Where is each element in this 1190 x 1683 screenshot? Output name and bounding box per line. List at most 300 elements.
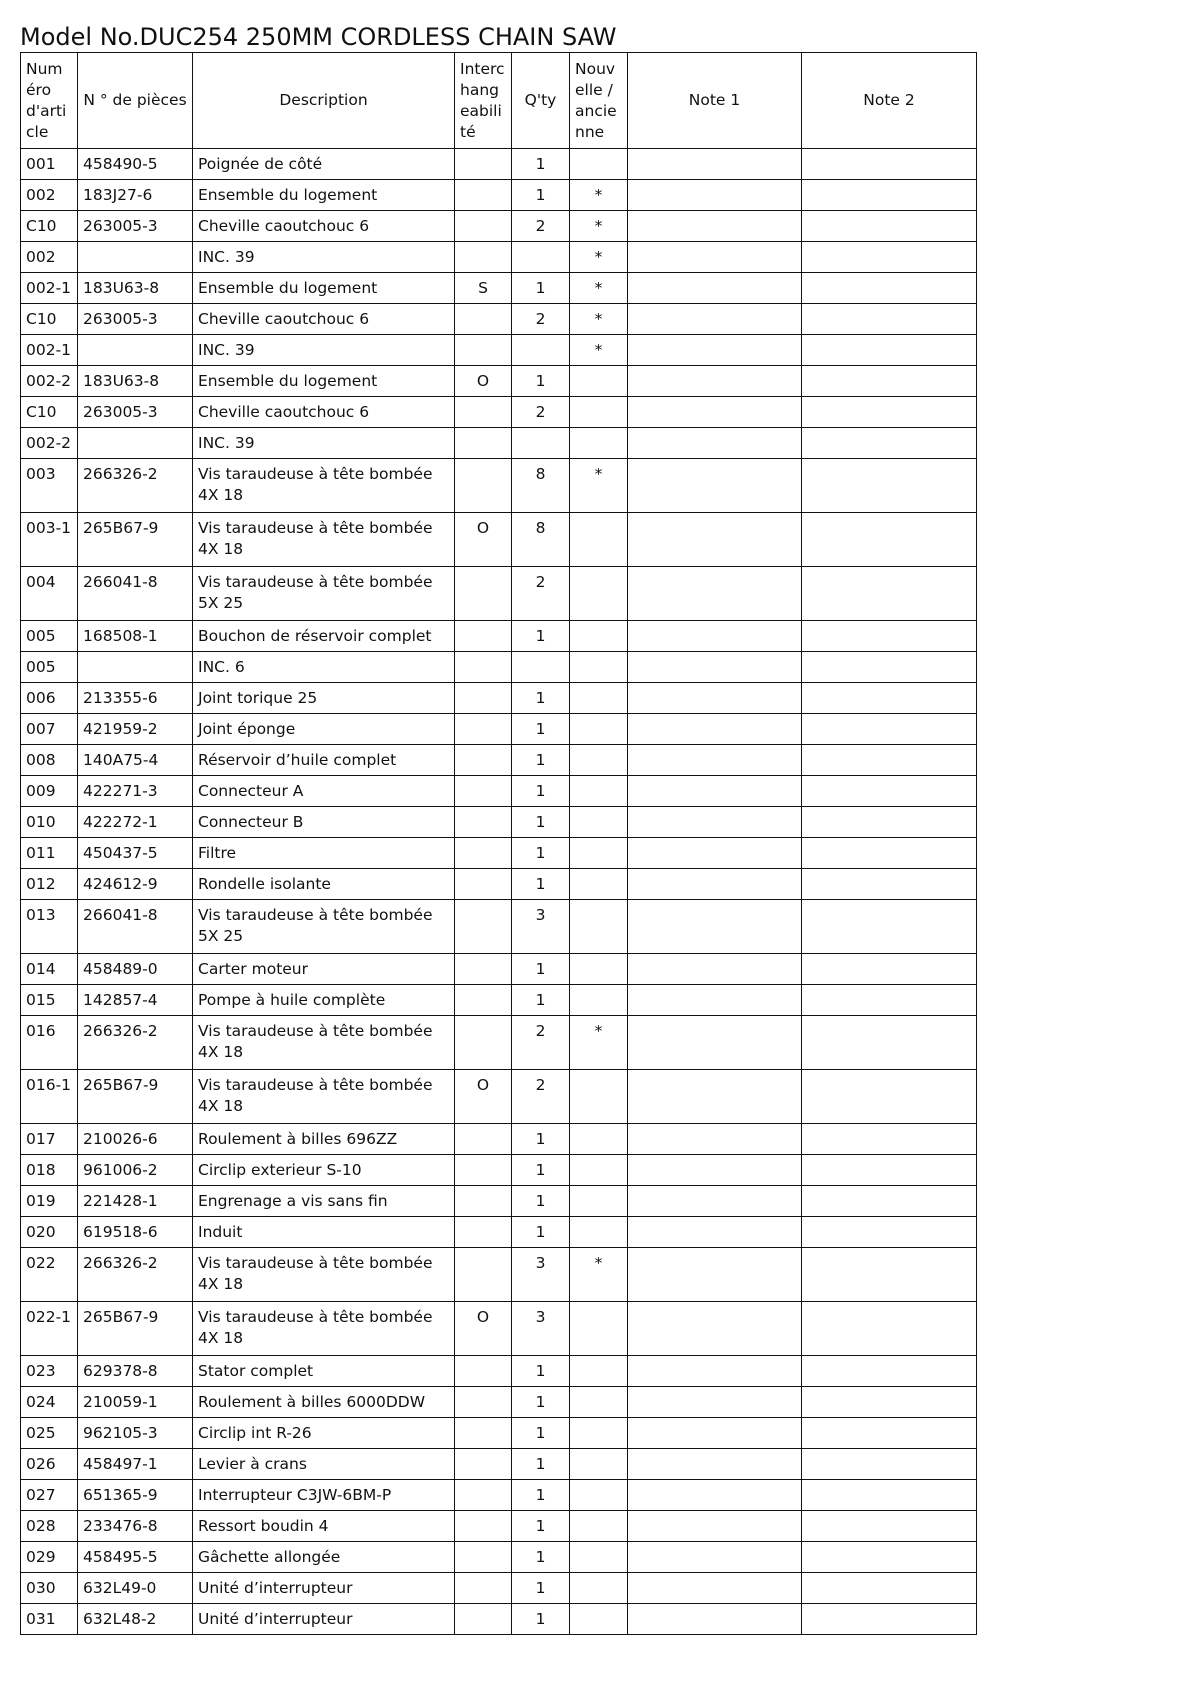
part-number-cell: 265B67-9 xyxy=(78,1302,193,1356)
description-cell: Cheville caoutchouc 6 xyxy=(193,211,455,242)
item-number-cell: 004 xyxy=(21,567,78,621)
note-2-cell xyxy=(802,1356,977,1387)
table-row xyxy=(21,1356,977,1387)
table-row xyxy=(21,428,977,459)
part-number-cell: 265B67-9 xyxy=(78,513,193,567)
description-cell: Gâchette allongée xyxy=(193,1542,455,1573)
quantity-cell: 1 xyxy=(512,180,570,211)
quantity-cell: 1 xyxy=(512,1604,570,1635)
note-1-cell xyxy=(628,273,802,304)
item-number-cell: 018 xyxy=(21,1155,78,1186)
note-2-cell xyxy=(802,954,977,985)
quantity-cell: 1 xyxy=(512,1155,570,1186)
interchangeability-cell xyxy=(455,807,512,838)
note-2-cell xyxy=(802,1542,977,1573)
note-1-cell xyxy=(628,1217,802,1248)
new-old-cell xyxy=(570,1070,628,1124)
new-old-cell xyxy=(570,1480,628,1511)
new-old-cell xyxy=(570,1418,628,1449)
interchangeability-cell xyxy=(455,714,512,745)
interchangeability-cell xyxy=(455,1124,512,1155)
note-2-cell xyxy=(802,513,977,567)
description-cell: Unité d’interrupteur xyxy=(193,1573,455,1604)
quantity-cell: 1 xyxy=(512,1387,570,1418)
note-2-cell xyxy=(802,652,977,683)
description-cell: Vis taraudeuse à tête bombée 5X 25 xyxy=(193,567,455,621)
note-2-cell xyxy=(802,621,977,652)
note-1-cell xyxy=(628,1248,802,1302)
new-old-cell xyxy=(570,869,628,900)
note-1-cell xyxy=(628,1542,802,1573)
item-number-cell: 003 xyxy=(21,459,78,513)
part-number-cell: 266326-2 xyxy=(78,1248,193,1302)
note-1-cell xyxy=(628,652,802,683)
new-old-cell: * xyxy=(570,180,628,211)
note-2-cell xyxy=(802,1387,977,1418)
quantity-cell: 1 xyxy=(512,1124,570,1155)
note-1-cell xyxy=(628,714,802,745)
quantity-cell: 3 xyxy=(512,1302,570,1356)
new-old-cell: * xyxy=(570,335,628,366)
quantity-cell: 1 xyxy=(512,807,570,838)
description-cell: Ressort boudin 4 xyxy=(193,1511,455,1542)
new-old-cell: * xyxy=(570,211,628,242)
table-row xyxy=(21,1070,977,1124)
note-1-cell xyxy=(628,513,802,567)
part-number-cell: 424612-9 xyxy=(78,869,193,900)
interchangeability-cell xyxy=(455,869,512,900)
part-number-cell: 221428-1 xyxy=(78,1186,193,1217)
note-2-cell xyxy=(802,1186,977,1217)
new-old-cell xyxy=(570,1449,628,1480)
header-interchangeability: Interchangeabilité xyxy=(455,53,512,149)
description-cell: Interrupteur C3JW-6BM-P xyxy=(193,1480,455,1511)
quantity-cell: 1 xyxy=(512,776,570,807)
table-row xyxy=(21,1449,977,1480)
note-1-cell xyxy=(628,1387,802,1418)
part-number-cell: 458489-0 xyxy=(78,954,193,985)
note-2-cell xyxy=(802,985,977,1016)
quantity-cell: 2 xyxy=(512,1016,570,1070)
note-1-cell xyxy=(628,567,802,621)
interchangeability-cell xyxy=(455,1573,512,1604)
note-2-cell xyxy=(802,1124,977,1155)
note-1-cell xyxy=(628,985,802,1016)
description-cell: Circlip exterieur S-10 xyxy=(193,1155,455,1186)
interchangeability-cell: S xyxy=(455,273,512,304)
quantity-cell: 2 xyxy=(512,397,570,428)
description-cell: Engrenage a vis sans fin xyxy=(193,1186,455,1217)
new-old-cell: * xyxy=(570,1248,628,1302)
part-number-cell: 213355-6 xyxy=(78,683,193,714)
part-number-cell: 263005-3 xyxy=(78,304,193,335)
note-1-cell xyxy=(628,211,802,242)
new-old-cell xyxy=(570,366,628,397)
quantity-cell: 1 xyxy=(512,273,570,304)
table-row xyxy=(21,366,977,397)
item-number-cell: 026 xyxy=(21,1449,78,1480)
note-1-cell xyxy=(628,621,802,652)
quantity-cell: 1 xyxy=(512,621,570,652)
note-2-cell xyxy=(802,1302,977,1356)
quantity-cell xyxy=(512,652,570,683)
interchangeability-cell xyxy=(455,1604,512,1635)
part-number-cell: 263005-3 xyxy=(78,397,193,428)
item-number-cell: 017 xyxy=(21,1124,78,1155)
description-cell: Stator complet xyxy=(193,1356,455,1387)
table-row xyxy=(21,567,977,621)
quantity-cell: 1 xyxy=(512,1217,570,1248)
interchangeability-cell xyxy=(455,900,512,954)
new-old-cell xyxy=(570,1155,628,1186)
table-row xyxy=(21,1155,977,1186)
parts-table-body xyxy=(21,149,977,1635)
interchangeability-cell xyxy=(455,1016,512,1070)
quantity-cell: 1 xyxy=(512,1449,570,1480)
quantity-cell: 1 xyxy=(512,1418,570,1449)
description-cell: Ensemble du logement xyxy=(193,366,455,397)
item-number-cell: 014 xyxy=(21,954,78,985)
note-2-cell xyxy=(802,838,977,869)
table-row xyxy=(21,1124,977,1155)
note-1-cell xyxy=(628,683,802,714)
table-row xyxy=(21,1604,977,1635)
part-number-cell xyxy=(78,242,193,273)
part-number-cell: 142857-4 xyxy=(78,985,193,1016)
part-number-cell: 458490-5 xyxy=(78,149,193,180)
quantity-cell: 1 xyxy=(512,366,570,397)
new-old-cell xyxy=(570,428,628,459)
note-1-cell xyxy=(628,1186,802,1217)
interchangeability-cell xyxy=(455,838,512,869)
quantity-cell: 2 xyxy=(512,1070,570,1124)
part-number-cell: 961006-2 xyxy=(78,1155,193,1186)
quantity-cell: 1 xyxy=(512,954,570,985)
table-row xyxy=(21,1016,977,1070)
item-number-cell: 002-2 xyxy=(21,366,78,397)
parts-table xyxy=(20,52,977,1635)
note-1-cell xyxy=(628,1480,802,1511)
quantity-cell: 3 xyxy=(512,1248,570,1302)
description-cell: Joint éponge xyxy=(193,714,455,745)
note-1-cell xyxy=(628,1573,802,1604)
interchangeability-cell xyxy=(455,652,512,683)
quantity-cell xyxy=(512,242,570,273)
quantity-cell: 2 xyxy=(512,567,570,621)
quantity-cell: 1 xyxy=(512,1573,570,1604)
interchangeability-cell xyxy=(455,1356,512,1387)
interchangeability-cell xyxy=(455,776,512,807)
description-cell: Unité d’interrupteur xyxy=(193,1604,455,1635)
description-cell: Ensemble du logement xyxy=(193,273,455,304)
quantity-cell: 1 xyxy=(512,149,570,180)
note-2-cell xyxy=(802,1016,977,1070)
description-cell: Vis taraudeuse à tête bombée 4X 18 xyxy=(193,459,455,513)
interchangeability-cell: O xyxy=(455,1070,512,1124)
description-cell: Filtre xyxy=(193,838,455,869)
part-number-cell: 263005-3 xyxy=(78,211,193,242)
header-note-1: Note 1 xyxy=(628,53,802,149)
part-number-cell: 210026-6 xyxy=(78,1124,193,1155)
table-row xyxy=(21,745,977,776)
table-row xyxy=(21,397,977,428)
quantity-cell xyxy=(512,335,570,366)
table-row xyxy=(21,304,977,335)
description-cell: INC. 6 xyxy=(193,652,455,683)
interchangeability-cell xyxy=(455,985,512,1016)
part-number-cell xyxy=(78,428,193,459)
new-old-cell: * xyxy=(570,242,628,273)
note-2-cell xyxy=(802,1070,977,1124)
description-cell: Rondelle isolante xyxy=(193,869,455,900)
description-cell: Poignée de côté xyxy=(193,149,455,180)
description-cell: Cheville caoutchouc 6 xyxy=(193,304,455,335)
item-number-cell: 024 xyxy=(21,1387,78,1418)
description-cell: Levier à crans xyxy=(193,1449,455,1480)
table-row xyxy=(21,180,977,211)
quantity-cell: 1 xyxy=(512,869,570,900)
new-old-cell xyxy=(570,1124,628,1155)
part-number-cell: 632L49-0 xyxy=(78,1573,193,1604)
note-1-cell xyxy=(628,1070,802,1124)
note-1-cell xyxy=(628,459,802,513)
quantity-cell: 2 xyxy=(512,211,570,242)
new-old-cell xyxy=(570,1217,628,1248)
description-cell: Roulement à billes 6000DDW xyxy=(193,1387,455,1418)
note-1-cell xyxy=(628,776,802,807)
quantity-cell: 1 xyxy=(512,1542,570,1573)
table-row xyxy=(21,1302,977,1356)
note-1-cell xyxy=(628,1356,802,1387)
new-old-cell: * xyxy=(570,304,628,335)
part-number-cell: 233476-8 xyxy=(78,1511,193,1542)
table-row xyxy=(21,335,977,366)
note-1-cell xyxy=(628,807,802,838)
note-2-cell xyxy=(802,807,977,838)
item-number-cell: 031 xyxy=(21,1604,78,1635)
note-2-cell xyxy=(802,714,977,745)
item-number-cell: 008 xyxy=(21,745,78,776)
item-number-cell: 002-2 xyxy=(21,428,78,459)
new-old-cell xyxy=(570,1302,628,1356)
table-row xyxy=(21,652,977,683)
note-1-cell xyxy=(628,1302,802,1356)
note-1-cell xyxy=(628,1016,802,1070)
note-2-cell xyxy=(802,397,977,428)
part-number-cell: 458495-5 xyxy=(78,1542,193,1573)
note-2-cell xyxy=(802,1573,977,1604)
new-old-cell xyxy=(570,683,628,714)
new-old-cell xyxy=(570,149,628,180)
note-1-cell xyxy=(628,745,802,776)
item-number-cell: 002 xyxy=(21,242,78,273)
part-number-cell: 140A75-4 xyxy=(78,745,193,776)
table-row xyxy=(21,513,977,567)
note-1-cell xyxy=(628,242,802,273)
note-2-cell xyxy=(802,1418,977,1449)
item-number-cell: 020 xyxy=(21,1217,78,1248)
description-cell: Induit xyxy=(193,1217,455,1248)
note-2-cell xyxy=(802,1155,977,1186)
part-number-cell xyxy=(78,335,193,366)
table-row xyxy=(21,1186,977,1217)
quantity-cell: 1 xyxy=(512,838,570,869)
item-number-cell: 002 xyxy=(21,180,78,211)
part-number-cell: 629378-8 xyxy=(78,1356,193,1387)
table-row xyxy=(21,714,977,745)
table-row xyxy=(21,273,977,304)
interchangeability-cell xyxy=(455,459,512,513)
note-1-cell xyxy=(628,304,802,335)
new-old-cell xyxy=(570,1387,628,1418)
item-number-cell: C10 xyxy=(21,211,78,242)
table-row xyxy=(21,1511,977,1542)
interchangeability-cell xyxy=(455,1511,512,1542)
table-row xyxy=(21,1480,977,1511)
note-1-cell xyxy=(628,335,802,366)
note-1-cell xyxy=(628,1155,802,1186)
quantity-cell: 1 xyxy=(512,1511,570,1542)
description-cell: INC. 39 xyxy=(193,335,455,366)
note-1-cell xyxy=(628,838,802,869)
item-number-cell: 019 xyxy=(21,1186,78,1217)
interchangeability-cell xyxy=(455,1542,512,1573)
quantity-cell: 1 xyxy=(512,745,570,776)
note-1-cell xyxy=(628,1418,802,1449)
quantity-cell: 1 xyxy=(512,683,570,714)
note-1-cell xyxy=(628,397,802,428)
table-row xyxy=(21,807,977,838)
description-cell: Bouchon de réservoir complet xyxy=(193,621,455,652)
note-2-cell xyxy=(802,776,977,807)
description-cell: Circlip int R-26 xyxy=(193,1418,455,1449)
interchangeability-cell xyxy=(455,745,512,776)
description-cell: Vis taraudeuse à tête bombée 4X 18 xyxy=(193,1070,455,1124)
note-1-cell xyxy=(628,954,802,985)
part-number-cell: 422271-3 xyxy=(78,776,193,807)
interchangeability-cell xyxy=(455,428,512,459)
quantity-cell: 8 xyxy=(512,459,570,513)
description-cell: Pompe à huile complète xyxy=(193,985,455,1016)
part-number-cell: 651365-9 xyxy=(78,1480,193,1511)
description-cell: Vis taraudeuse à tête bombée 4X 18 xyxy=(193,1016,455,1070)
item-number-cell: 006 xyxy=(21,683,78,714)
new-old-cell xyxy=(570,513,628,567)
interchangeability-cell: O xyxy=(455,513,512,567)
table-row xyxy=(21,1217,977,1248)
description-cell: Connecteur A xyxy=(193,776,455,807)
note-2-cell xyxy=(802,1449,977,1480)
table-row xyxy=(21,1573,977,1604)
new-old-cell xyxy=(570,1542,628,1573)
item-number-cell: 001 xyxy=(21,149,78,180)
item-number-cell: 015 xyxy=(21,985,78,1016)
interchangeability-cell xyxy=(455,567,512,621)
table-row xyxy=(21,1387,977,1418)
description-cell: Vis taraudeuse à tête bombée 5X 25 xyxy=(193,900,455,954)
item-number-cell: 012 xyxy=(21,869,78,900)
page-title: Model No.DUC254 250MM CORDLESS CHAIN SAW xyxy=(20,23,617,51)
table-row xyxy=(21,838,977,869)
table-row xyxy=(21,869,977,900)
interchangeability-cell xyxy=(455,1418,512,1449)
part-number-cell: 632L48-2 xyxy=(78,1604,193,1635)
part-number-cell: 458497-1 xyxy=(78,1449,193,1480)
table-row xyxy=(21,149,977,180)
header-note-2: Note 2 xyxy=(802,53,977,149)
part-number-cell: 422272-1 xyxy=(78,807,193,838)
interchangeability-cell: O xyxy=(455,1302,512,1356)
interchangeability-cell: O xyxy=(455,366,512,397)
interchangeability-cell xyxy=(455,1449,512,1480)
part-number-cell: 265B67-9 xyxy=(78,1070,193,1124)
table-row xyxy=(21,1542,977,1573)
interchangeability-cell xyxy=(455,180,512,211)
note-2-cell xyxy=(802,149,977,180)
interchangeability-cell xyxy=(455,149,512,180)
new-old-cell xyxy=(570,621,628,652)
new-old-cell xyxy=(570,714,628,745)
part-number-cell: 266041-8 xyxy=(78,900,193,954)
header-description: Description xyxy=(193,53,455,149)
new-old-cell xyxy=(570,776,628,807)
table-row xyxy=(21,1248,977,1302)
description-cell: Vis taraudeuse à tête bombée 4X 18 xyxy=(193,1248,455,1302)
item-number-cell: C10 xyxy=(21,304,78,335)
quantity-cell: 1 xyxy=(512,985,570,1016)
item-number-cell: 030 xyxy=(21,1573,78,1604)
part-number-cell xyxy=(78,652,193,683)
new-old-cell xyxy=(570,745,628,776)
note-1-cell xyxy=(628,900,802,954)
part-number-cell: 450437-5 xyxy=(78,838,193,869)
note-2-cell xyxy=(802,428,977,459)
quantity-cell: 8 xyxy=(512,513,570,567)
table-row xyxy=(21,1418,977,1449)
table-row xyxy=(21,954,977,985)
note-2-cell xyxy=(802,869,977,900)
item-number-cell: 009 xyxy=(21,776,78,807)
item-number-cell: 002-1 xyxy=(21,273,78,304)
quantity-cell: 3 xyxy=(512,900,570,954)
note-2-cell xyxy=(802,1217,977,1248)
part-number-cell: 183U63-8 xyxy=(78,366,193,397)
note-2-cell xyxy=(802,211,977,242)
note-1-cell xyxy=(628,366,802,397)
interchangeability-cell xyxy=(455,1480,512,1511)
note-2-cell xyxy=(802,1511,977,1542)
item-number-cell: 002-1 xyxy=(21,335,78,366)
part-number-cell: 962105-3 xyxy=(78,1418,193,1449)
new-old-cell xyxy=(570,652,628,683)
new-old-cell xyxy=(570,807,628,838)
description-cell: Réservoir d’huile complet xyxy=(193,745,455,776)
note-2-cell xyxy=(802,683,977,714)
header-item-number: Numéro d'article xyxy=(21,53,78,149)
item-number-cell: C10 xyxy=(21,397,78,428)
interchangeability-cell xyxy=(455,1248,512,1302)
description-cell: Carter moteur xyxy=(193,954,455,985)
header-row xyxy=(21,53,977,149)
note-2-cell xyxy=(802,304,977,335)
note-1-cell xyxy=(628,1604,802,1635)
part-number-cell: 266326-2 xyxy=(78,459,193,513)
description-cell: Ensemble du logement xyxy=(193,180,455,211)
new-old-cell xyxy=(570,1186,628,1217)
interchangeability-cell xyxy=(455,1155,512,1186)
header-part-number: N ° de pièces xyxy=(78,53,193,149)
interchangeability-cell xyxy=(455,335,512,366)
